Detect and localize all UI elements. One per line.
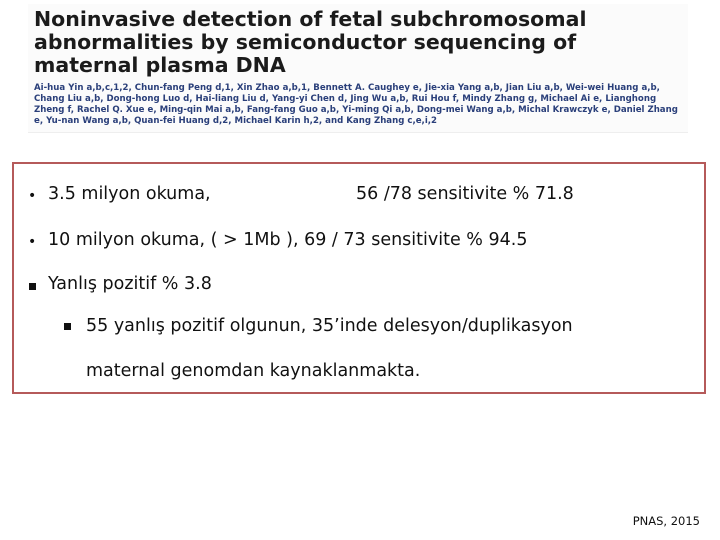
square-bullet-icon bbox=[64, 323, 71, 330]
bullet-dot-icon: • bbox=[28, 188, 37, 204]
citation: PNAS, 2015 bbox=[632, 514, 700, 528]
paper-title: Noninvasive detection of fetal subchromosomal abnormalities by semiconductor sequencing of maternal plasma DNA bbox=[34, 7, 587, 77]
square-bullet-icon bbox=[29, 283, 36, 290]
bullet-dot-icon: • bbox=[28, 234, 37, 250]
bullet-text-sensitivity-71-8: 56 /78 sensitivite % 71.8 bbox=[356, 184, 574, 204]
bullet-text-false-positive: Yanlış pozitif % 3.8 bbox=[48, 274, 212, 294]
paper-header-image bbox=[28, 4, 688, 133]
sub-bullet-text-line-2: maternal genomdan kaynaklanmakta. bbox=[86, 361, 421, 381]
bullet-text-reads-3-5m: 3.5 milyon okuma, bbox=[48, 184, 211, 204]
bullet-text-reads-10m: 10 milyon okuma, ( > 1Mb ), 69 / 73 sensitivite % 94.5 bbox=[48, 230, 528, 250]
sub-bullet-text-line-1: 55 yanlış pozitif olgunun, 35’inde delesyon/duplikasyon bbox=[86, 316, 573, 336]
paper-authors: Ai-hua Yin a,b,c,1,2, Chun-fang Peng d,1, Xin Zhao a,b,1, Bennett A. Caughey e, Jie-xia Yang a,b, Jian Liu a,b, Wei-wei Huang a,b, Chang Liu a,b, Dong-hong Luo d, Hai-liang Liu d, Yang-yi Chen d, Jing Wu a,b, Rui Hou f, Mindy Zhang g, Michael Ai e, Lianghong Zheng f, Rachel Q. Xue e, Ming-qin Mai a,b, Fang-fang Guo a,b, Yi-ming Qi a,b, Dong-mei Wang a,b, Michal Krawczyk e, Daniel Zhang e, Yu-nan Wang a,b, Quan-fei Huang d,2, Michael Karin h,2, and Kang Zhang c,e,i,2 bbox=[34, 83, 678, 126]
